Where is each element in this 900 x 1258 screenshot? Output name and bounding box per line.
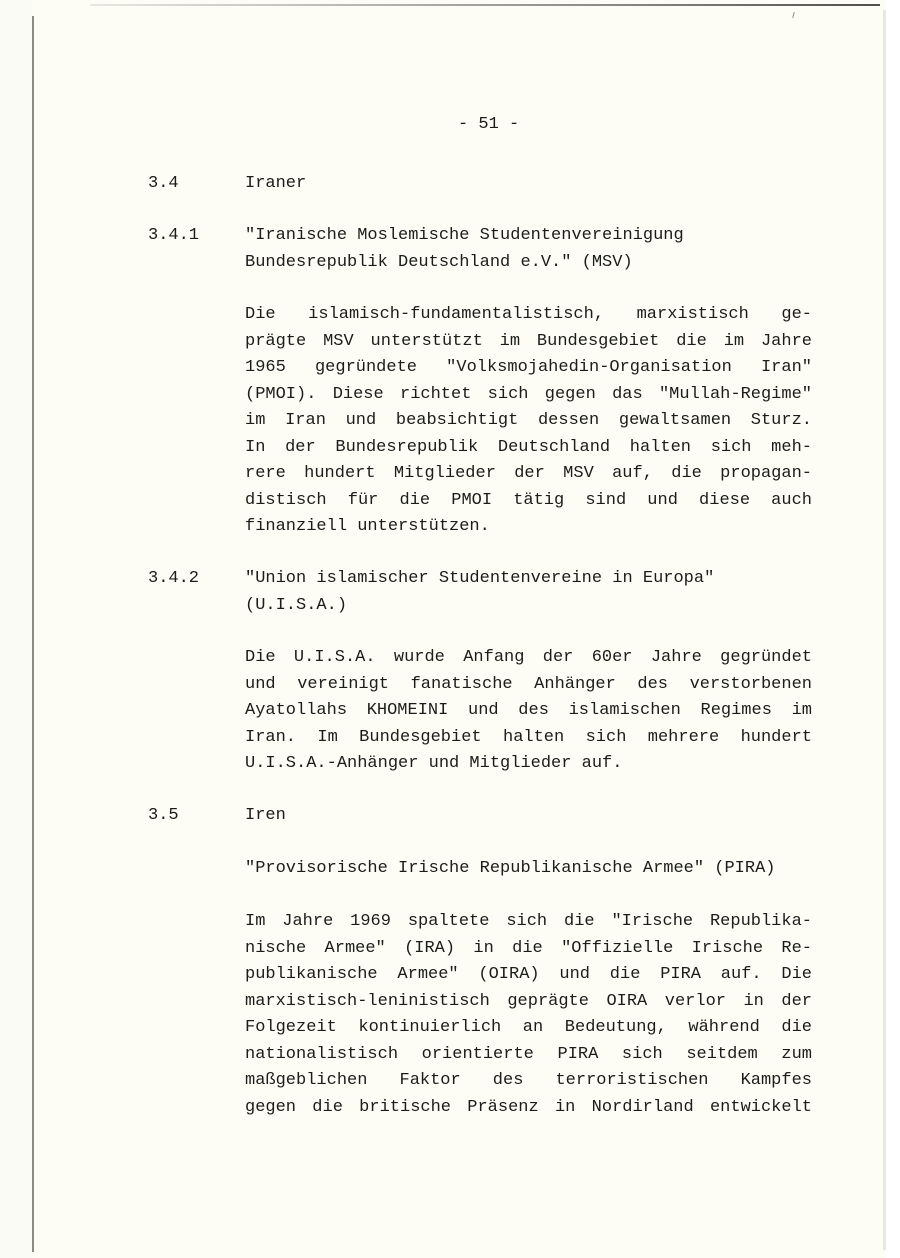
section-title-msv-line-1: "Iranische Moslemische Studentenvereinigung bbox=[245, 226, 684, 245]
paragraph-line: 1965 gegründete "Volksmojahedin-Organisation Iran" bbox=[245, 358, 812, 377]
paragraph-line: nische Armee" (IRA) in die "Offizielle Irische Re- bbox=[245, 938, 812, 958]
scan-right-margin bbox=[886, 0, 900, 1258]
paragraph-line: (PMOI). Diese richtet sich gegen das "Mullah-Regime" bbox=[245, 384, 812, 404]
page-number: - 51 - bbox=[458, 115, 520, 134]
paragraph-line: rere hundert Mitglieder der MSV auf, die propagan- bbox=[245, 464, 812, 483]
paragraph-line: marxistisch-leninistisch geprägte OIRA verlor in der bbox=[245, 991, 812, 1011]
section-number-3-4: 3.4 bbox=[148, 174, 179, 193]
paragraph-line: maßgeblichen Faktor des terroristischen Kampfes bbox=[245, 1071, 812, 1090]
section-number-3-4-1: 3.4.1 bbox=[148, 226, 200, 245]
paragraph-line: Ayatollahs KHOMEINI und des islamischen Regimes im bbox=[245, 701, 812, 720]
scan-artifact-mark bbox=[792, 12, 795, 18]
paragraph-msv bbox=[245, 302, 812, 541]
section-title-msv-line-2: Bundesrepublik Deutschland e.V." (MSV) bbox=[245, 252, 633, 272]
paragraph-line: im Iran und beabsichtigt dessen gewaltsamen Sturz. bbox=[245, 411, 812, 430]
paragraph-line: distisch für die PMOI tätig sind und diese auch bbox=[245, 490, 812, 510]
section-number-3-4-2: 3.4.2 bbox=[148, 569, 200, 588]
section-number-3-5: 3.5 bbox=[148, 806, 179, 825]
page-top-edge-line bbox=[90, 4, 880, 6]
section-title-uisa-line-2: (U.I.S.A.) bbox=[245, 595, 348, 615]
paragraph-line: In der Bundesrepublik Deutschland halten sich meh- bbox=[245, 437, 812, 457]
paragraph-line: Im Jahre 1969 spaltete sich die "Irische Republika- bbox=[245, 912, 812, 931]
paragraph-line: Iran. Im Bundesgebiet halten sich mehrere hundert bbox=[245, 727, 812, 747]
paragraph-line: finanziell unterstützen. bbox=[245, 517, 490, 536]
page-left-edge-line bbox=[32, 16, 34, 1252]
paragraph-pira bbox=[245, 909, 812, 1121]
paragraph-line: Die U.I.S.A. wurde Anfang der 60er Jahre gegründet bbox=[245, 648, 812, 667]
paragraph-line: publikanische Armee" (OIRA) und die PIRA auf. Die bbox=[245, 965, 812, 984]
section-title-iraner: Iraner bbox=[245, 174, 307, 193]
paragraph-line: nationalistisch orientierte PIRA sich seitdem zum bbox=[245, 1044, 812, 1064]
section-title-iren: Iren bbox=[245, 806, 286, 825]
paragraph-line: und vereinigt fanatische Anhänger des verstorbenen bbox=[245, 674, 812, 694]
scan-left-margin bbox=[0, 0, 32, 1258]
paragraph-line: Folgezeit kontinuierlich an Bedeutung, während die bbox=[245, 1018, 812, 1037]
paragraph-line: Die islamisch-fundamentalistisch, marxistisch ge- bbox=[245, 305, 812, 324]
paragraph-line: gegen die britische Präsenz in Nordirland entwickelt bbox=[245, 1097, 812, 1117]
section-title-uisa-line-1: "Union islamischer Studentenvereine in Europa" bbox=[245, 569, 715, 588]
paragraph-line: prägte MSV unterstützt im Bundesgebiet die im Jahre bbox=[245, 331, 812, 351]
paragraph-uisa bbox=[245, 645, 812, 778]
subsection-title-pira: "Provisorische Irische Republikanische Armee" (PIRA) bbox=[245, 859, 776, 878]
paragraph-line: U.I.S.A.-Anhänger und Mitglieder auf. bbox=[245, 754, 623, 773]
